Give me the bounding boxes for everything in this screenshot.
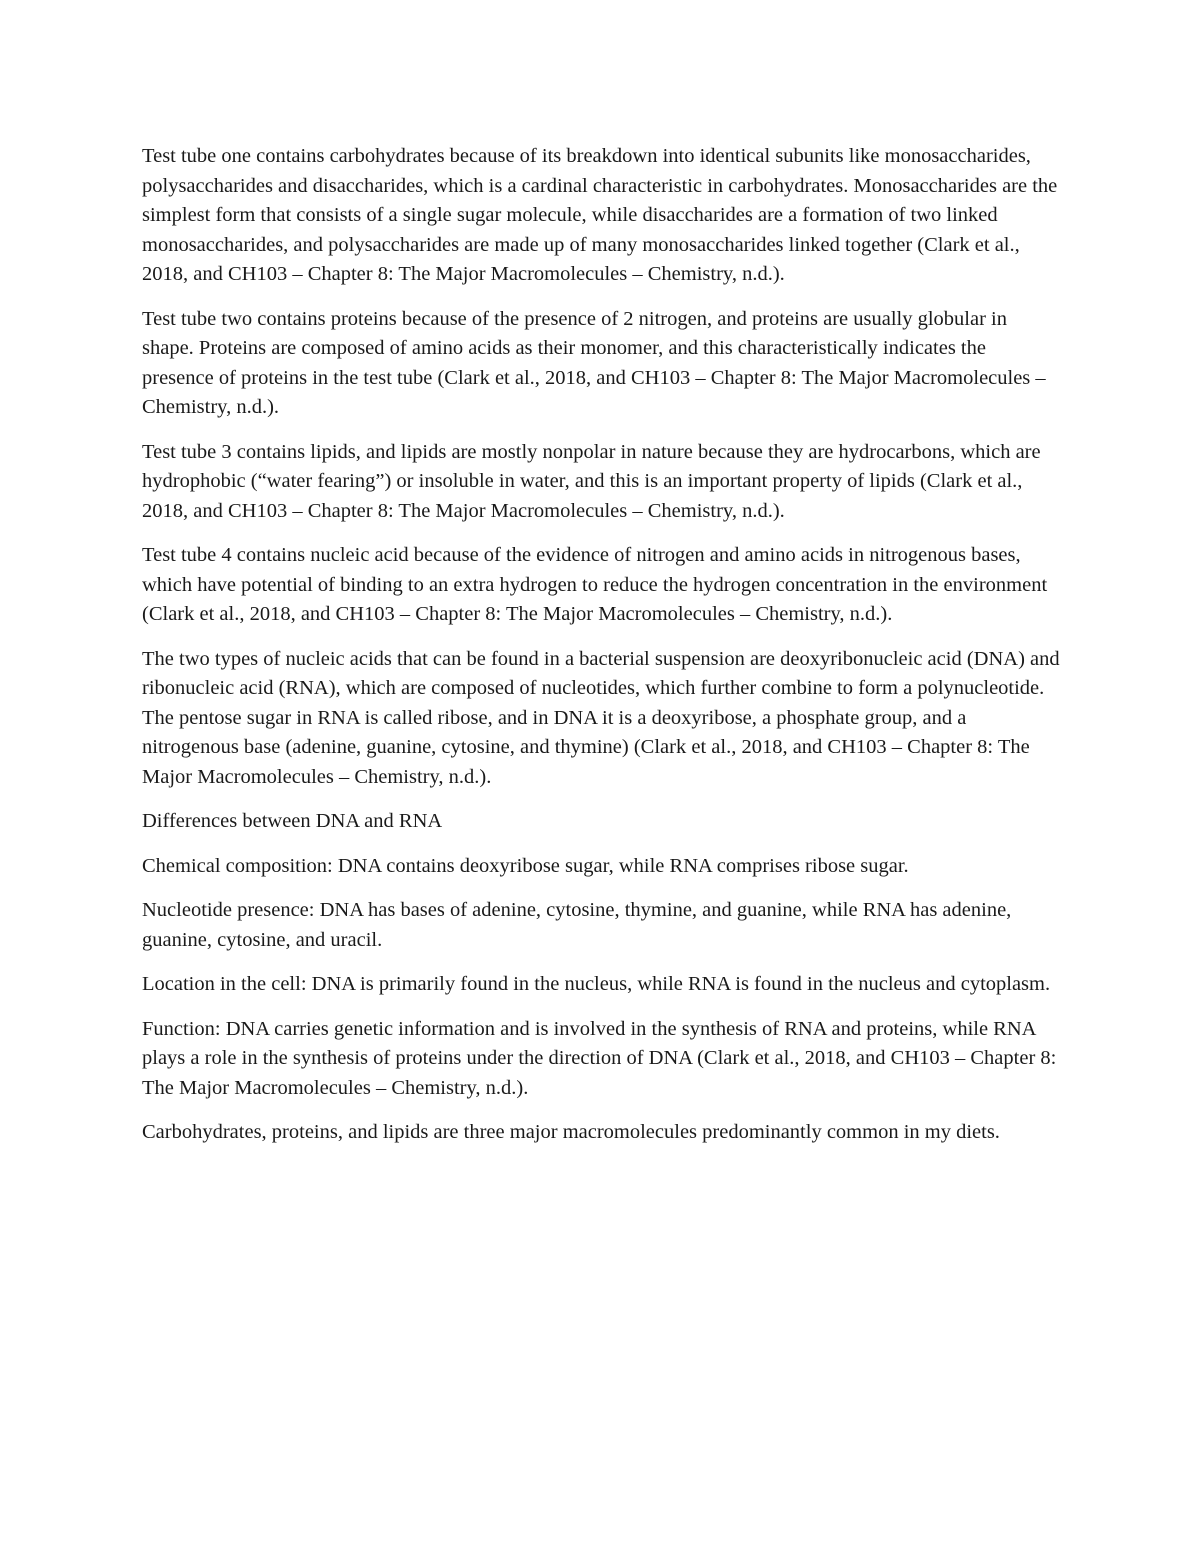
document-body [142,142,1062,1163]
paragraph-differences-heading: Differences between DNA and RNA [142,810,443,832]
paragraph-macromolecules-diet: Carbohydrates, proteins, and lipids are three major macromolecules predominantly common in my diets. [142,1121,1000,1143]
paragraph-nucleotide-presence: Nucleotide presence: DNA has bases of adenine, cytosine, thymine, and guanine, while RNA has adenine, guanine, cytosine, and uracil. [142,899,1012,951]
paragraph-test-tube-two: Test tube two contains proteins because of the presence of 2 nitrogen, and proteins are usually globular in shape. Proteins are composed of amino acids as their monomer, and this characteristically indicates the presence of proteins in the test tube (Clark et al., 2018, and CH103 – Chapter 8: The Major Macromolecules – Chemistry, n.d.). [142,307,1046,418]
paragraph-location-in-cell: Location in the cell: DNA is primarily found in the nucleus, while RNA is found in the nucleus and cytoplasm. [142,973,1051,995]
paragraph-function: Function: DNA carries genetic information and is involved in the synthesis of RNA and proteins, while RNA plays a role in the synthesis of proteins under the direction of DNA (Clark et al., 2018, and CH103 – Chapter 8: The Major Macromolecules – Chemistry, n.d.). [142,1017,1057,1099]
paragraph-test-tube-one: Test tube one contains carbohydrates because of its breakdown into identical subunits like monosaccharides, polysaccharides and disaccharides, which is a cardinal characteristic in carbohydrates. Monosaccharides are the simplest form that consists of a single sugar molecule, while disaccharides are a formation of two linked monosaccharides, and polysaccharides are made up of many monosaccharides linked together (Clark et al., 2018, and CH103 – Chapter 8: The Major Macromolecules – Chemistry, n.d.). [142,145,1058,285]
paragraph-test-tube-four: Test tube 4 contains nucleic acid because of the evidence of nitrogen and amino acids in nitrogenous bases, which have potential of binding to an extra hydrogen to reduce the hydrogen concentration in the environment (Clark et al., 2018, and CH103 – Chapter 8: The Major Macromolecules – Chemistry, n.d.). [142,544,1048,625]
paragraph-nucleic-acid-types: The two types of nucleic acids that can be found in a bacterial suspension are deoxyribonucleic acid (DNA) and ribonucleic acid (RNA), which are composed of nucleotides, which further combine to form a polynucleotide. The pentose sugar in RNA is called ribose, and in DNA it is a deoxyribose, a phosphate group, and a nitrogenous base (adenine, guanine, cytosine, and thymine) (Clark et al., 2018, and CH103 – Chapter 8: The Major Macromolecules – Chemistry, n.d.). [142,647,1060,788]
paragraph-chemical-composition: Chemical composition: DNA contains deoxyribose sugar, while RNA comprises ribose sugar. [142,854,909,877]
paragraph-test-tube-three: Test tube 3 contains lipids, and lipids are mostly nonpolar in nature because they are hydrocarbons, which are hydrophobic (“water fearing”) or insoluble in water, and this is an important property of lipids (Clark et al., 2018, and CH103 – Chapter 8: The Major Macromolecules – Chemistry, n.d.). [142,440,1041,522]
